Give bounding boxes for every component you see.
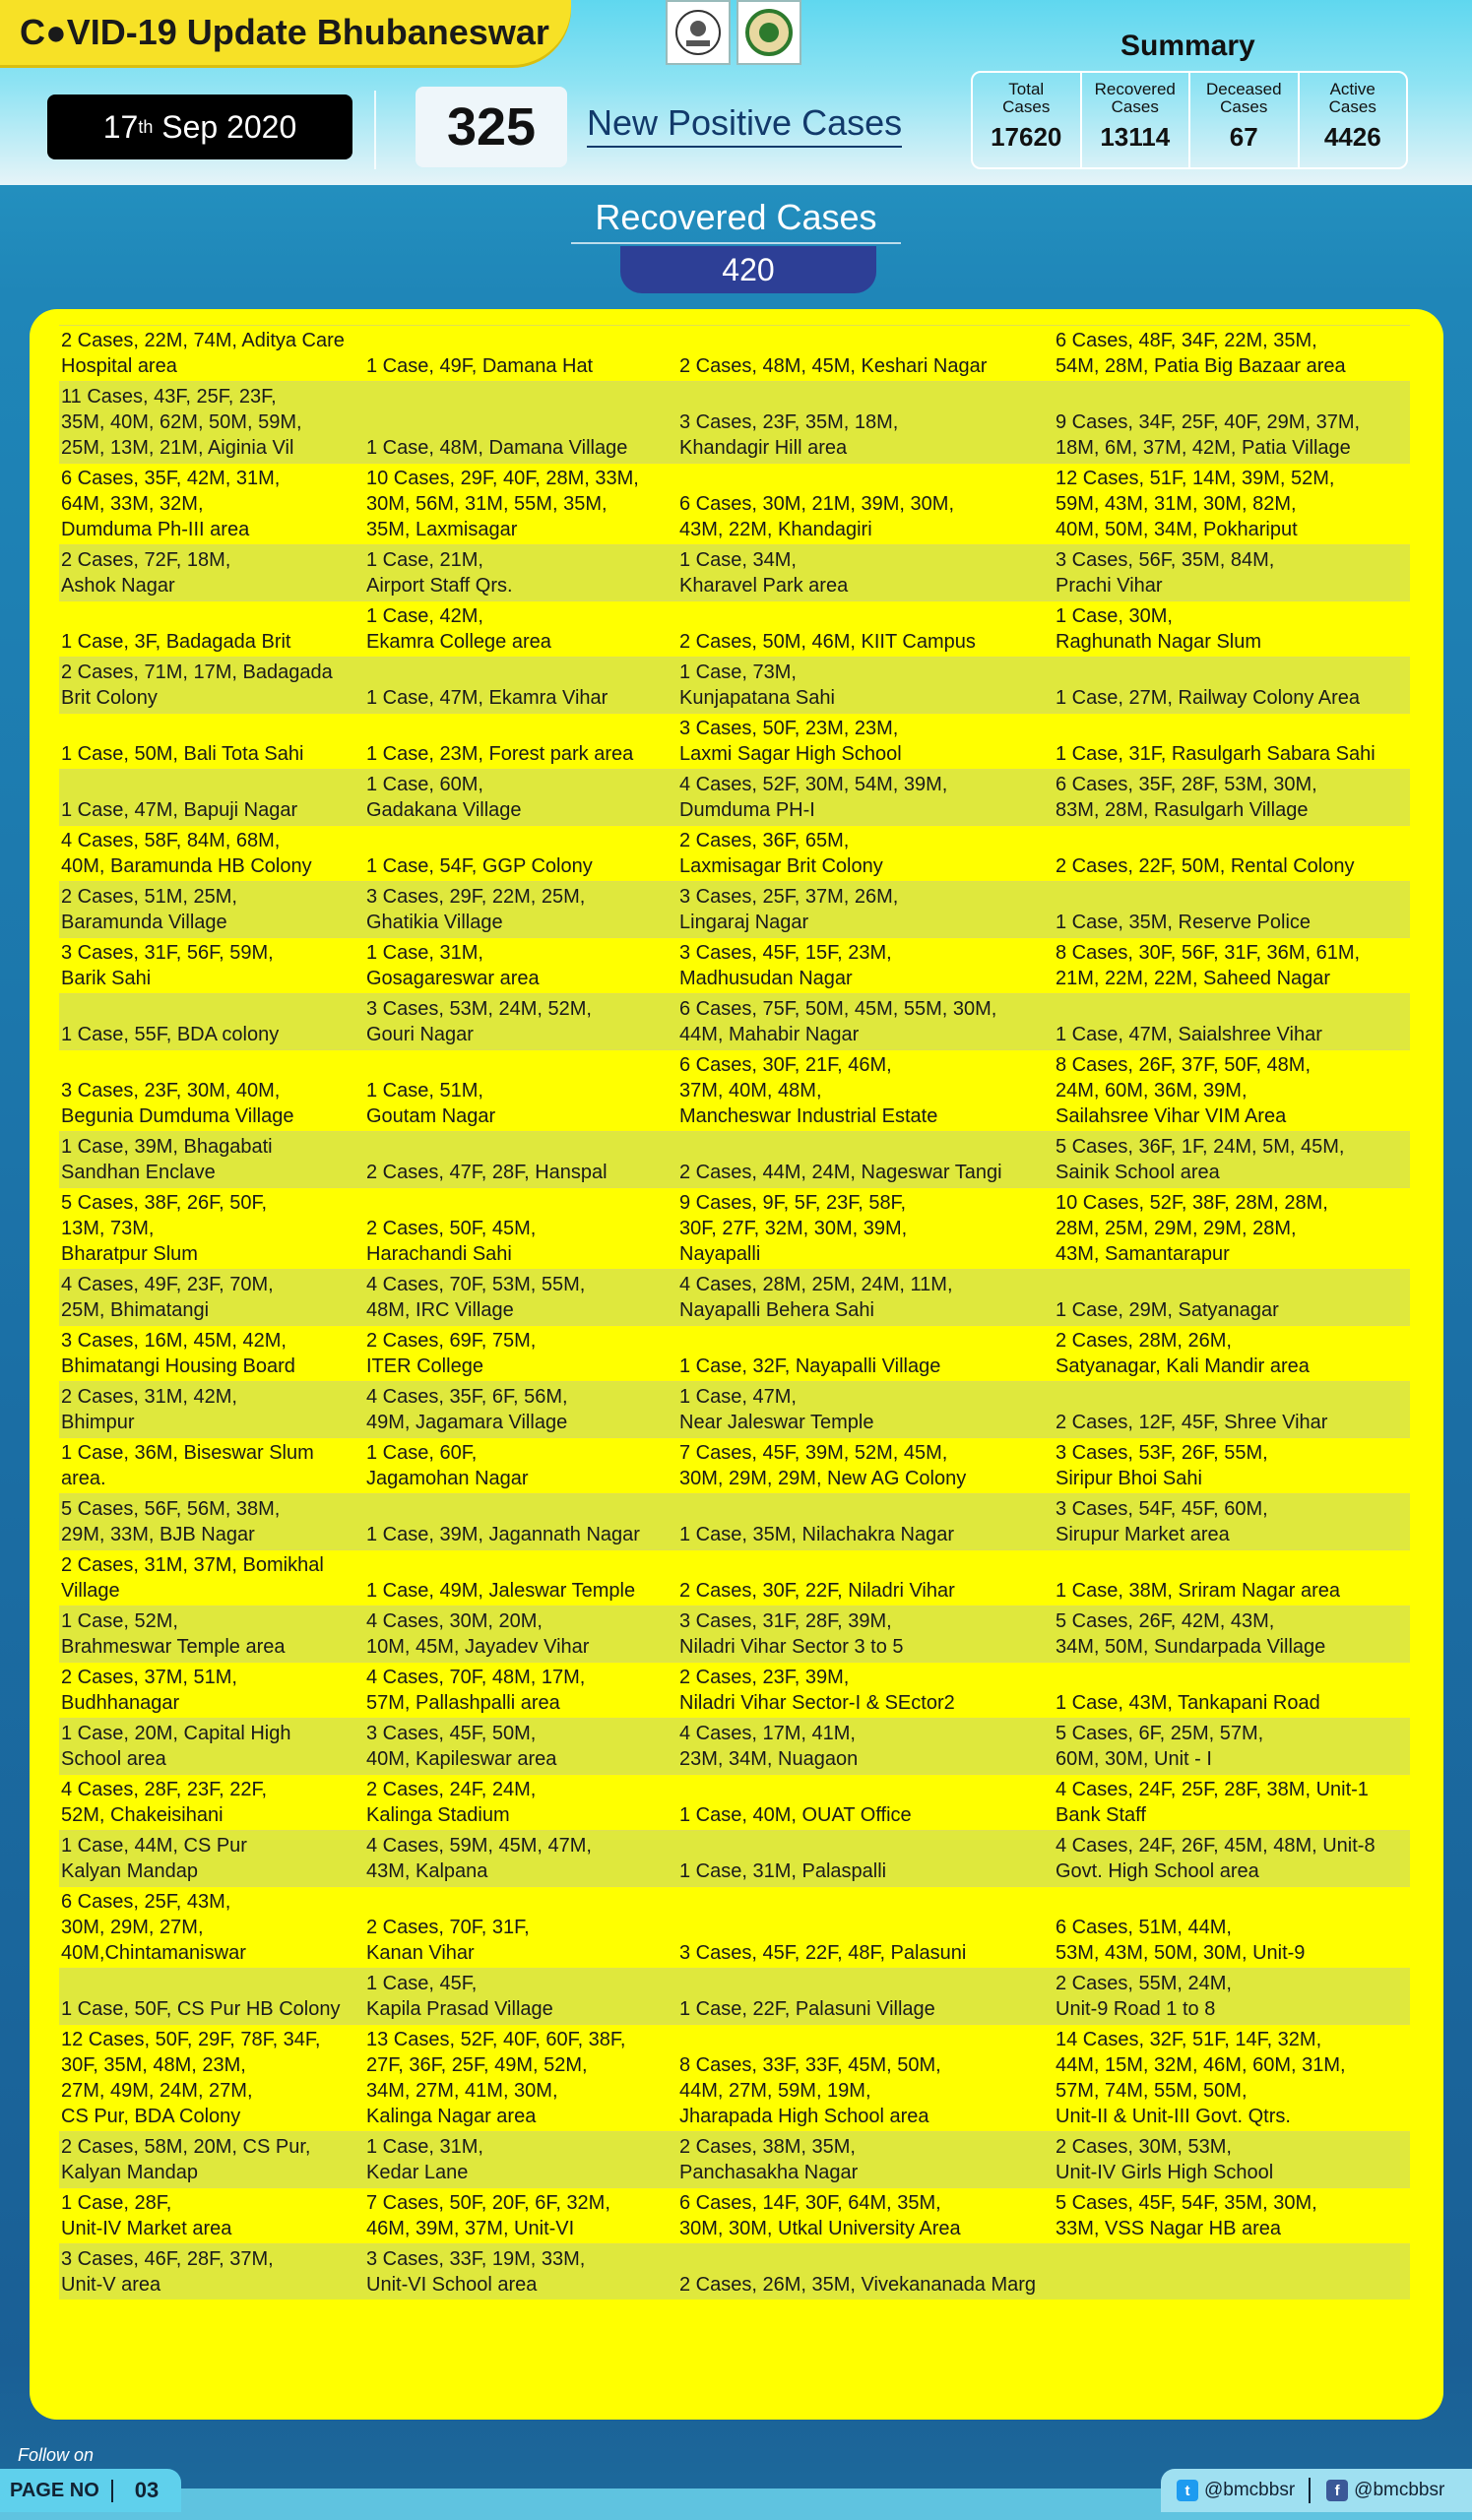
- table-cell: 1 Case, 43M, Tankapani Road: [1056, 1692, 1320, 1714]
- table-cell: 4 Cases, 70F, 48M, 17M, 57M, Pallashpalli area: [366, 1667, 586, 1714]
- table-cell: 4 Cases, 24F, 26F, 45M, 48M, Unit-8 Govt. High School area: [1056, 1835, 1376, 1882]
- table-cell: 5 Cases, 56F, 56M, 38M, 29M, 33M, BJB Nagar: [61, 1498, 281, 1545]
- table-cell: 1 Case, 44M, CS Pur Kalyan Mandap: [61, 1835, 247, 1882]
- table-cell: 2 Cases, 72F, 18M, Ashok Nagar: [61, 549, 231, 597]
- table-cell: 4 Cases, 17M, 41M, 23M, 34M, Nuagaon: [679, 1723, 859, 1770]
- date-rest: Sep 2020: [153, 108, 297, 145]
- table-cell: 1 Case, 50M, Bali Tota Sahi: [61, 743, 304, 765]
- table-cell: 2 Cases, 58M, 20M, CS Pur, Kalyan Mandap: [61, 2136, 311, 2183]
- table-cell: 2 Cases, 37M, 51M, Budhhanagar: [61, 1667, 237, 1714]
- table-row: [59, 1381, 1410, 1437]
- table-cell: 3 Cases, 45F, 50M, 40M, Kapileswar area: [366, 1723, 557, 1770]
- header-divider: [374, 91, 376, 169]
- table-cell: 4 Cases, 28F, 23F, 22F, 52M, Chakeisihani: [61, 1779, 268, 1826]
- table-row: [59, 1662, 1410, 1718]
- table-cell: 2 Cases, 44M, 24M, Nageswar Tangi: [679, 1162, 1002, 1183]
- summary-label: Active Cases: [1328, 80, 1376, 116]
- table-cell: 10 Cases, 52F, 38F, 28M, 28M, 28M, 25M, 29M, 29M, 28M, 43M, Samantarapur: [1056, 1192, 1328, 1265]
- table-row: [59, 713, 1410, 769]
- table-cell: 6 Cases, 30M, 21M, 39M, 30M, 43M, 22M, Khandagiri: [679, 493, 955, 540]
- table-cell: 8 Cases, 26F, 37F, 50F, 48M, 24M, 60M, 36M, 39M, Sailahsree Vihar VIM Area: [1056, 1054, 1312, 1127]
- table-cell: 1 Case, 31M, Palaspalli: [679, 1860, 887, 1882]
- summary-label: Total Cases: [1002, 80, 1051, 116]
- summary-active: [1300, 73, 1407, 167]
- table-cell: 1 Case, 36M, Biseswar Slum area.: [61, 1442, 314, 1489]
- table-cell: 1 Case, 35M, Nilachakra Nagar: [679, 1524, 955, 1545]
- table-cell: 2 Cases, 51M, 25M, Baramunda Village: [61, 886, 237, 933]
- table-cell: 2 Cases, 28M, 26M, Satyanagar, Kali Mandir area: [1056, 1330, 1310, 1377]
- table-cell: 2 Cases, 50F, 45M, Harachandi Sahi: [366, 1218, 537, 1265]
- table-row: [59, 1131, 1410, 1187]
- table-cell: 1 Case, 31M, Gosagareswar area: [366, 942, 540, 989]
- table-cell: 5 Cases, 45F, 54F, 35M, 30M, 33M, VSS Nagar HB area: [1056, 2192, 1317, 2239]
- table-cell: 6 Cases, 35F, 28F, 53M, 30M, 83M, 28M, Rasulgarh Village: [1056, 774, 1317, 821]
- table-cell: 14 Cases, 32F, 51F, 14F, 32M, 44M, 15M, 32M, 46M, 60M, 31M, 57M, 74M, 55M, 50M, Unit-II & Unit-III Govt. Qtrs.: [1056, 2029, 1346, 2127]
- table-cell: 6 Cases, 48F, 34F, 22M, 35M, 54M, 28M, Patia Big Bazaar area: [1056, 330, 1346, 377]
- table-cell: 11 Cases, 43F, 25F, 23F, 35M, 40M, 62M, 50M, 59M, 25M, 13M, 21M, Aiginia Vil: [61, 386, 302, 459]
- summary-label: Deceased Cases: [1205, 80, 1282, 116]
- table-cell: 4 Cases, 59M, 45M, 47M, 43M, Kalpana: [366, 1835, 592, 1882]
- table-cell: 1 Case, 35M, Reserve Police: [1056, 912, 1312, 933]
- table-cell: 4 Cases, 28M, 25M, 24M, 11M, Nayapalli Behera Sahi: [679, 1274, 953, 1321]
- table-row: [59, 937, 1410, 993]
- table-cell: 1 Case, 55F, BDA colony: [61, 1024, 280, 1045]
- table-cell: 12 Cases, 50F, 29F, 78F, 34F, 30F, 35M, 48M, 23M, 27M, 49M, 24M, 27M, CS Pur, BDA Colony: [61, 2029, 321, 2127]
- table-cell: 1 Case, 34M, Kharavel Park area: [679, 549, 849, 597]
- page-number: 03: [134, 2478, 160, 2502]
- table-row: [59, 993, 1410, 1049]
- summary-label: Recovered Cases: [1094, 80, 1176, 116]
- table-cell: 6 Cases, 30F, 21F, 46M, 37M, 40M, 48M, Mancheswar Industrial Estate: [679, 1054, 938, 1127]
- table-cell: 3 Cases, 33F, 19M, 33M, Unit-VI School area: [366, 2248, 586, 2296]
- twitter-handle: @bmcbbsr: [1204, 2480, 1296, 2500]
- table-cell: 1 Case, 23M, Forest park area: [366, 743, 634, 765]
- table-cell: 3 Cases, 46F, 28F, 37M, Unit-V area: [61, 2248, 274, 2296]
- table-cell: 2 Cases, 70F, 31F, Kanan Vihar: [366, 1917, 530, 1964]
- follow-on-label: Follow on: [18, 2445, 95, 2465]
- page-label: PAGE NO: [0, 2480, 113, 2502]
- table-cell: 1 Case, 47M, Bapuji Nagar: [61, 799, 298, 821]
- table-row: [59, 2243, 1410, 2300]
- table-cell: 6 Cases, 35F, 42M, 31M, 64M, 33M, 32M, Dumduma Ph-III area: [61, 468, 281, 540]
- table-cell: 12 Cases, 51F, 14M, 39M, 52M, 59M, 43M, 31M, 30M, 82M, 40M, 50M, 34M, Pokhariput: [1056, 468, 1335, 540]
- table-cell: 1 Case, 28F, Unit-IV Market area: [61, 2192, 232, 2239]
- table-cell: 2 Cases, 69F, 75M, ITER College: [366, 1330, 537, 1377]
- table-cell: 5 Cases, 36F, 1F, 24M, 5M, 45M, Sainik School area: [1056, 1136, 1345, 1183]
- table-row: [59, 2024, 1410, 2131]
- date-suffix: th: [138, 116, 154, 137]
- table-row: [59, 1606, 1410, 1662]
- table-cell: 3 Cases, 45F, 22F, 48F, Palasuni: [679, 1942, 967, 1964]
- table-cell: 2 Cases, 48M, 45M, Keshari Nagar: [679, 355, 988, 377]
- date-badge: [47, 94, 352, 159]
- table-cell: 3 Cases, 25F, 37M, 26M, Lingaraj Nagar: [679, 886, 899, 933]
- table-cell: 3 Cases, 29F, 22M, 25M, Ghatikia Village: [366, 886, 586, 933]
- table-cell: 5 Cases, 6F, 25M, 57M, 60M, 30M, Unit - I: [1056, 1723, 1264, 1770]
- table-cell: 4 Cases, 24F, 25F, 28F, 38M, Unit-1 Bank Staff: [1056, 1779, 1369, 1826]
- table-row: [59, 2187, 1410, 2243]
- bmc-logo: [666, 0, 731, 65]
- table-cell: 2 Cases, 30F, 22F, Niladri Vihar: [679, 1580, 955, 1602]
- table-cell: 1 Case, 49F, Damana Hat: [366, 355, 594, 377]
- table-cell: 1 Case, 32F, Nayapalli Village: [679, 1355, 941, 1377]
- new-cases-label: New Positive Cases: [587, 102, 902, 148]
- table-cell: 1 Case, 39M, Jagannath Nagar: [366, 1524, 640, 1545]
- table-cell: 1 Case, 21M, Airport Staff Qrs.: [366, 549, 513, 597]
- table-cell: 1 Case, 47M, Near Jaleswar Temple: [679, 1386, 874, 1433]
- table-cell: 3 Cases, 56F, 35M, 84M, Prachi Vihar: [1056, 549, 1275, 597]
- twitter-icon: t: [1177, 2480, 1198, 2501]
- table-cell: 1 Case, 49M, Jaleswar Temple: [366, 1580, 636, 1602]
- summary-box: [971, 71, 1408, 169]
- summary-value: 17620: [991, 122, 1062, 152]
- table-cell: 2 Cases, 22M, 74M, Aditya Care Hospital area: [61, 330, 345, 377]
- table-row: [59, 600, 1410, 657]
- table-cell: 1 Case, 47M, Ekamra Vihar: [366, 687, 608, 709]
- table-cell: 1 Case, 50F, CS Pur HB Colony: [61, 1998, 341, 2020]
- table-cell: 3 Cases, 53F, 26F, 55M, Siripur Bhoi Sahi: [1056, 1442, 1268, 1489]
- odisha-logo: [736, 0, 801, 65]
- table-cell: 1 Case, 30M, Raghunath Nagar Slum: [1056, 605, 1262, 653]
- new-cases-count: 325: [416, 87, 567, 167]
- table-row: [59, 1325, 1410, 1381]
- summary-value: 67: [1229, 122, 1258, 152]
- facebook-link[interactable]: [1311, 2480, 1444, 2501]
- title-banner: [0, 0, 571, 65]
- table-row: [59, 1049, 1410, 1131]
- table-cell: 1 Case, 54F, GGP Colony: [366, 855, 593, 877]
- table-row: [59, 1886, 1410, 1968]
- twitter-link[interactable]: [1161, 2480, 1295, 2501]
- table-cell: 9 Cases, 34F, 25F, 40F, 29M, 37M, 18M, 6M, 37M, 42M, Patia Village: [1056, 411, 1361, 459]
- table-cell: 8 Cases, 30F, 56F, 31F, 36M, 61M, 21M, 22M, 22M, Saheed Nagar: [1056, 942, 1361, 989]
- table-cell: 2 Cases, 38M, 35M, Panchasakha Nagar: [679, 2136, 859, 2183]
- table-cell: 2 Cases, 31M, 37M, Bomikhal Village: [61, 1554, 324, 1602]
- table-cell: 6 Cases, 25F, 43M, 30M, 29M, 27M, 40M,Chintamaniswar: [61, 1891, 246, 1964]
- table-row: [59, 825, 1410, 881]
- table-cell: 9 Cases, 9F, 5F, 23F, 58F, 30F, 27F, 32M, 30M, 39M, Nayapalli: [679, 1192, 908, 1265]
- table-cell: 4 Cases, 30M, 20M, 10M, 45M, Jayadev Vihar: [366, 1610, 590, 1658]
- table-cell: 2 Cases, 23F, 39M, Niladri Vihar Sector-I & SEctor2: [679, 1667, 955, 1714]
- emblem-icon: [672, 7, 724, 58]
- table-row: [59, 381, 1410, 463]
- table-cell: 13 Cases, 52F, 40F, 60F, 38F, 27F, 36F, 25F, 49M, 52M, 34M, 27M, 41M, 30M, Kalinga Nagar area: [366, 2029, 626, 2127]
- summary-recovered: [1082, 73, 1191, 167]
- table-cell: 6 Cases, 51M, 44M, 53M, 43M, 50M, 30M, Unit-9: [1056, 1917, 1306, 1964]
- table-cell: 1 Case, 31M, Kedar Lane: [366, 2136, 483, 2183]
- table-cell: 6 Cases, 75F, 50M, 45M, 55M, 30M, 44M, Mahabir Nagar: [679, 998, 997, 1045]
- table-row: [59, 1187, 1410, 1269]
- summary-value: 4426: [1323, 122, 1381, 152]
- table-cell: 7 Cases, 50F, 20F, 6F, 32M, 46M, 39M, 37M, Unit-VI: [366, 2192, 610, 2239]
- table-cell: 1 Case, 52M, Brahmeswar Temple area: [61, 1610, 286, 1658]
- date-day: 17: [102, 108, 139, 145]
- table-cell: 1 Case, 73M, Kunjapatana Sahi: [679, 662, 835, 709]
- table-cell: 5 Cases, 26F, 42M, 43M, 34M, 50M, Sundarpada Village: [1056, 1610, 1326, 1658]
- page-number-box: [0, 2469, 181, 2512]
- table-cell: 10 Cases, 29F, 40F, 28M, 33M, 30M, 56M, 31M, 55M, 35M, 35M, Laxmisagar: [366, 468, 639, 540]
- facebook-handle: @bmcbbsr: [1354, 2480, 1445, 2500]
- table-cell: 3 Cases, 54F, 45F, 60M, Sirupur Market area: [1056, 1498, 1268, 1545]
- table-row: [59, 1968, 1410, 2024]
- table-cell: 4 Cases, 49F, 23F, 70M, 25M, Bhimatangi: [61, 1274, 274, 1321]
- recovered-title: Recovered Cases: [595, 197, 877, 237]
- table-cell: 2 Cases, 50M, 46M, KIIT Campus: [679, 631, 976, 653]
- table-cell: 1 Case, 60M, Gadakana Village: [366, 774, 522, 821]
- summary-total: [973, 73, 1082, 167]
- table-cell: 1 Case, 60F, Jagamohan Nagar: [366, 1442, 529, 1489]
- seal-icon: [743, 7, 795, 58]
- table-row: [59, 657, 1410, 713]
- table-row: [59, 1437, 1410, 1493]
- table-cell: 1 Case, 29M, Satyanagar: [1056, 1299, 1279, 1321]
- table-cell: 1 Case, 42M, Ekamra College area: [366, 605, 551, 653]
- table-cell: 1 Case, 20M, Capital High School area: [61, 1723, 291, 1770]
- social-links: [1161, 2469, 1472, 2512]
- table-cell: 1 Case, 22F, Palasuni Village: [679, 1998, 935, 2020]
- page-title: C●VID-19 Update Bhubaneswar: [20, 12, 549, 52]
- table-row: [59, 544, 1410, 600]
- table-cell: 2 Cases, 55M, 24M, Unit-9 Road 1 to 8: [1056, 1973, 1232, 2020]
- summary-deceased: [1190, 73, 1300, 167]
- table-cell: 2 Cases, 22F, 50M, Rental Colony: [1056, 855, 1355, 877]
- table-row: [59, 325, 1410, 381]
- table-cell: 1 Case, 40M, OUAT Office: [679, 1804, 912, 1826]
- recovered-cases-table: [59, 325, 1410, 2300]
- table-cell: 6 Cases, 14F, 30F, 64M, 35M, 30M, 30M, Utkal University Area: [679, 2192, 961, 2239]
- table-cell: 4 Cases, 58F, 84M, 68M, 40M, Baramunda HB Colony: [61, 830, 312, 877]
- table-row: [59, 1774, 1410, 1830]
- table-cell: 3 Cases, 50F, 23M, 23M, Laxmi Sagar High School: [679, 718, 902, 765]
- table-row: [59, 1493, 1410, 1549]
- facebook-icon: f: [1326, 2480, 1348, 2501]
- table-row: [59, 769, 1410, 825]
- table-cell: [1054, 2244, 1410, 2300]
- table-cell: 1 Case, 48M, Damana Village: [366, 437, 628, 459]
- table-cell: 3 Cases, 45F, 15F, 23M, Madhusudan Nagar: [679, 942, 892, 989]
- table-cell: 3 Cases, 23F, 30M, 40M, Begunia Dumduma Village: [61, 1080, 294, 1127]
- table-cell: 2 Cases, 31M, 42M, Bhimpur: [61, 1386, 237, 1433]
- table-row: [59, 1830, 1410, 1886]
- table-cell: 2 Cases, 30M, 53M, Unit-IV Girls High School: [1056, 2136, 1274, 2183]
- table-row: [59, 1269, 1410, 1325]
- table-cell: 1 Case, 45F, Kapila Prasad Village: [366, 1973, 553, 2020]
- table-row: [59, 463, 1410, 544]
- table-row: [59, 881, 1410, 937]
- table-row: [59, 2131, 1410, 2187]
- table-cell: 2 Cases, 36F, 65M, Laxmisagar Brit Colony: [679, 830, 883, 877]
- table-cell: 5 Cases, 38F, 26F, 50F, 13M, 73M, Bharatpur Slum: [61, 1192, 268, 1265]
- table-cell: 4 Cases, 35F, 6F, 56M, 49M, Jagamara Village: [366, 1386, 568, 1433]
- table-cell: 3 Cases, 53M, 24M, 52M, Gouri Nagar: [366, 998, 592, 1045]
- table-cell: 1 Case, 31F, Rasulgarh Sabara Sahi: [1056, 743, 1376, 765]
- table-cell: 1 Case, 39M, Bhagabati Sandhan Enclave: [61, 1136, 273, 1183]
- table-cell: 1 Case, 51M, Goutam Nagar: [366, 1080, 496, 1127]
- table-cell: 2 Cases, 26M, 35M, Vivekananada Marg: [679, 2274, 1037, 2296]
- table-cell: 2 Cases, 12F, 45F, Shree Vihar: [1056, 1412, 1328, 1433]
- table-cell: 3 Cases, 31F, 28F, 39M, Niladri Vihar Sector 3 to 5: [679, 1610, 904, 1658]
- table-cell: 3 Cases, 23F, 35M, 18M, Khandagir Hill area: [679, 411, 899, 459]
- header: [0, 0, 1472, 185]
- recovered-count: 420: [620, 246, 876, 293]
- table-cell: 3 Cases, 31F, 56F, 59M, Barik Sahi: [61, 942, 274, 989]
- table-cell: 1 Case, 47M, Saialshree Vihar: [1056, 1024, 1322, 1045]
- table-cell: 7 Cases, 45F, 39M, 52M, 45M, 30M, 29M, 29M, New AG Colony: [679, 1442, 967, 1489]
- table-cell: 2 Cases, 71M, 17M, Badagada Brit Colony: [61, 662, 333, 709]
- table-cell: 2 Cases, 47F, 28F, Hanspal: [366, 1162, 608, 1183]
- table-cell: 4 Cases, 52F, 30M, 54M, 39M, Dumduma PH-I: [679, 774, 948, 821]
- summary-value: 13114: [1100, 122, 1171, 152]
- table-cell: 1 Case, 27M, Railway Colony Area: [1056, 687, 1361, 709]
- table-cell: 4 Cases, 70F, 53M, 55M, 48M, IRC Village: [366, 1274, 586, 1321]
- recovered-divider: [571, 242, 901, 244]
- table-row: [59, 1718, 1410, 1774]
- table-cell: 1 Case, 3F, Badagada Brit: [61, 631, 291, 653]
- summary-title: Summary: [1120, 30, 1255, 62]
- table-cell: 2 Cases, 24F, 24M, Kalinga Stadium: [366, 1779, 537, 1826]
- table-row: [59, 1549, 1410, 1606]
- table-cell: 8 Cases, 33F, 33F, 45M, 50M, 44M, 27M, 59M, 19M, Jharapada High School area: [679, 2054, 941, 2127]
- table-cell: 3 Cases, 16M, 45M, 42M, Bhimatangi Housing Board: [61, 1330, 295, 1377]
- table-cell: 1 Case, 38M, Sriram Nagar area: [1056, 1580, 1341, 1602]
